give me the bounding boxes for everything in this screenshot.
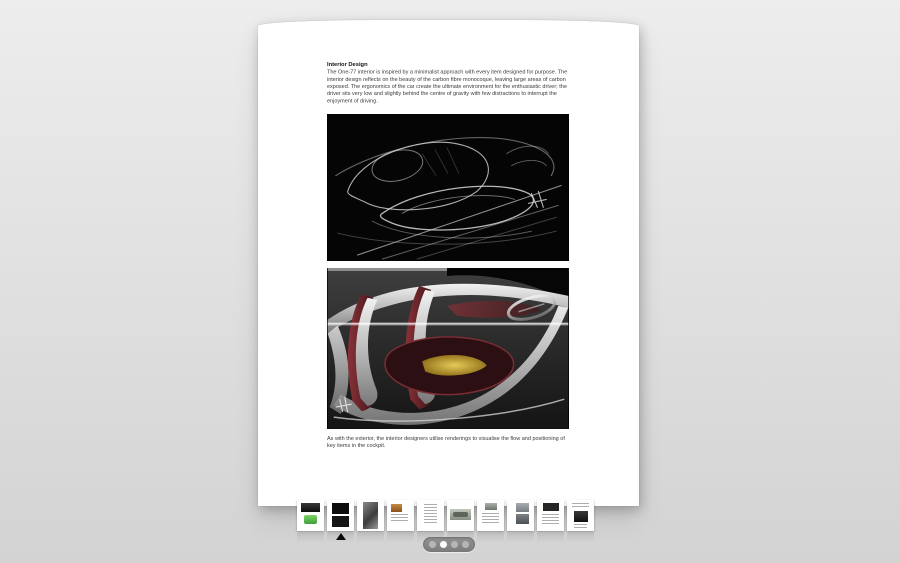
thumb6-car-body bbox=[453, 512, 468, 517]
thumb8-sketch-bottom bbox=[516, 514, 529, 524]
pager-dot[interactable] bbox=[451, 541, 458, 548]
thumb7-car-photo bbox=[485, 503, 497, 510]
thumbnail-5[interactable] bbox=[417, 500, 444, 531]
pager-dot[interactable] bbox=[429, 541, 436, 548]
thumbnail-7[interactable] bbox=[477, 500, 504, 531]
thumb5-text-lines bbox=[424, 504, 437, 524]
interior-render-image bbox=[327, 268, 569, 429]
thumb10-caption-lines bbox=[574, 524, 587, 528]
sketch-drawing bbox=[327, 114, 569, 261]
active-page-indicator bbox=[336, 533, 346, 540]
thumbnail-3[interactable] bbox=[357, 500, 384, 531]
thumb4-text-lines bbox=[391, 514, 408, 521]
thumb2-dark-image-top bbox=[332, 503, 349, 514]
thumbnail-6[interactable] bbox=[447, 500, 474, 531]
thumbnail-4[interactable] bbox=[387, 500, 414, 531]
page-caption: As with the exterior, the interior designers utilise renderings to visualise the flow and positioning of key items in the cockpit. bbox=[327, 435, 565, 449]
thumbnail-9[interactable] bbox=[537, 500, 564, 531]
page-heading: Interior Design bbox=[327, 61, 368, 68]
interior-sketch-image bbox=[327, 114, 569, 261]
thumb7-text-lines bbox=[482, 513, 499, 525]
thumb1-green-image bbox=[304, 515, 317, 524]
thumb2-dark-image-bottom bbox=[332, 516, 349, 527]
thumb3-texture-image bbox=[363, 502, 378, 529]
render-drawing bbox=[327, 268, 569, 429]
pager-dot[interactable] bbox=[440, 541, 447, 548]
thumbnail-10[interactable] bbox=[567, 500, 594, 531]
page-paragraph: The One-77 interior is inspired by a minimalist approach with every item designed for purpose. The interior design reflects on the beauty of the carbon fibre monocoque, leaving large areas of carbon exposed. The ergonomics of the car create the ultimate environment for the enthusiastic driver; the driver sits very low and slightly behind the centre of gravity with few distractions to interrupt the enjoyment of driving. bbox=[327, 69, 568, 104]
thumbnail-2[interactable] bbox=[327, 500, 354, 531]
thumb8-sketch-top bbox=[516, 503, 529, 512]
caption-text bbox=[327, 435, 569, 464]
pager-dot[interactable] bbox=[462, 541, 469, 548]
thumbnail-8[interactable] bbox=[507, 500, 534, 531]
thumbnail-1[interactable] bbox=[297, 500, 324, 531]
page-group-pager[interactable] bbox=[423, 537, 475, 552]
thumb1-dark-image bbox=[301, 503, 320, 512]
thumb9-text-lines bbox=[542, 514, 559, 525]
thumbnail-row bbox=[297, 500, 607, 531]
thumb4-orange-photo bbox=[391, 504, 402, 512]
thumb9-dark-car-photo bbox=[543, 503, 559, 511]
document-page[interactable] bbox=[258, 20, 639, 506]
thumb10-text-lines bbox=[572, 503, 589, 509]
thumb10-dark-image bbox=[574, 511, 588, 522]
